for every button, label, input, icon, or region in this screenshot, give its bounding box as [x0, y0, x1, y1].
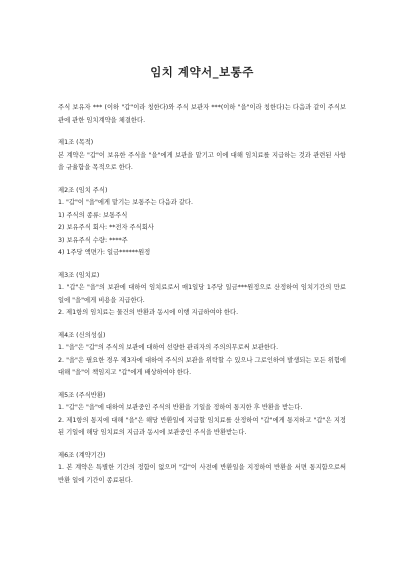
section-heading: 제3조 (임치료): [58, 271, 100, 279]
section-4: [58, 330, 346, 380]
section-5: [58, 390, 346, 440]
section-paragraph: 2. "을"은 필요한 경우 제3자에 대하여 주식의 보관을 위탁할 수 있으나 그로인하여 발생되는 모든 위험에 대해 "을"이 책임지고 "갑"에게 배상하여야 한다.: [58, 356, 346, 376]
section-paragraph: 2. 제1항의 통지에 대해 "을"은 해당 반환일에 지급할 임치료를 산정하여 "갑"에게 통지하고 "갑"은 지정된 기일에 해당 임치료의 지급과 동시에 보관중인 주식을 반환받는다.: [58, 416, 346, 436]
section-line: 1. "갑"이 "을"에게 맡기는 보통주는 다음과 같다.: [58, 199, 194, 206]
section-paragraph: 1. "갑"은 "을"의 보관에 대하여 임치료로서 매1일당 1주당 일금***원정으로 산정하여 임치기간의 만료일에 "을"에게 비용을 지급한다.: [58, 284, 346, 304]
section-6: [58, 450, 346, 488]
document-title: 임치 계약서_보통주: [150, 65, 254, 79]
section-heading: 제6조 (계약기간): [58, 451, 106, 459]
section-line: 1) 주식의 종류: 보통주식: [58, 211, 128, 219]
section-heading: 제1조 (목적): [58, 139, 94, 146]
section-line: 3) 보유주식 수량: ****주: [58, 236, 128, 244]
section-2: [58, 185, 346, 260]
section-paragraph: 1. "을"은 "갑"의 주식의 보관에 대하여 선량한 관리자의 주의의무로써 보관한다.: [58, 344, 279, 351]
section-paragraph: 1. 본 계약은 특별한 기간의 정함이 없으며 "갑"이 사전에 반환일을 지정하여 반환을 서면 통지함으로써 반환 일에 기간이 종료된다.: [58, 464, 346, 484]
section-paragraph: 본 계약은 "갑"이 보유한 주식을 "을"에게 보관을 맡기고 이에 대해 임치료를 지급하는 것과 관련된 사항을 규율함을 목적으로 한다.: [58, 151, 346, 171]
section-line: 4) 1주당 액면가: 일금******원정: [58, 249, 151, 256]
section-paragraph: 2. 제1항의 임치료는 물건의 반환과 동시에 이행 지급하여야 한다.: [58, 309, 239, 316]
section-1: [58, 137, 346, 175]
intro-paragraph: 주식 보유자 *** (이하 "갑"이라 칭한다)와 주식 보관자 ***(이하 "을"이라 칭한다)는 다음과 같이 주식보관에 관한 임치계약을 체결한다.: [58, 104, 346, 124]
section-paragraph: 1. "갑"은 "을"에 대하여 보관중인 주식의 반환을 기일을 정하여 통지한 후 반환을 받는다.: [58, 404, 303, 411]
section-heading: 제5조 (주식반환): [58, 391, 106, 399]
section-heading: 제2조 (임치 주식): [58, 186, 108, 194]
section-heading: 제4조 (신의성실): [58, 331, 106, 339]
section-line: 2) 보유주식 회사: **전자 주식회사: [58, 224, 154, 231]
section-3: [58, 270, 346, 320]
